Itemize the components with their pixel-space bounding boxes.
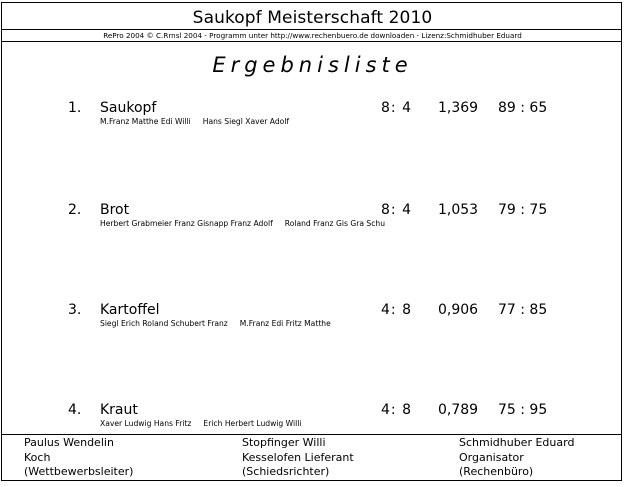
signature-block-leader — [24, 436, 133, 480]
license-line: RePro 2004 © C.Rrnsl 2004 - Programm unter http://www.rechenbuero.de downloaden - Lizenz:Schmidhuber Eduard — [103, 31, 522, 40]
team-name: Brot — [100, 202, 130, 218]
quotient: 0,906 — [438, 302, 479, 318]
official-name: Schmidhuber Eduard — [459, 436, 575, 449]
signature-block-referee — [242, 436, 354, 480]
rank: 3. — [68, 302, 82, 318]
quotient: 0,789 — [438, 402, 479, 418]
official-name: Paulus Wendelin — [24, 436, 114, 449]
player-group-a: Herbert Grabmeier Franz Gisnapp Franz Adolf — [100, 219, 273, 228]
page-title: Saukopf Meisterschaft 2010 — [192, 8, 433, 28]
result-entry-2 — [2, 202, 623, 236]
team-players — [100, 219, 385, 228]
official-occupation: Koch — [24, 450, 51, 464]
license-divider — [2, 41, 621, 42]
score: 75 : 95 — [498, 402, 548, 418]
signature-block-organizer — [459, 436, 574, 480]
player-group-b: Roland Franz Gis Gra Schu — [284, 219, 386, 228]
result-entry-3 — [2, 302, 623, 336]
official-role: (Schiedsrichter) — [242, 465, 330, 478]
result-entry-1 — [2, 100, 623, 134]
official-occupation: Kesselofen Lieferant — [242, 450, 354, 464]
rank: 1. — [68, 100, 82, 116]
official-name: Stopfinger Willi — [242, 436, 326, 449]
results-heading: Ergebnisliste — [212, 53, 413, 77]
footer-divider — [2, 434, 621, 435]
quotient: 1,053 — [438, 202, 479, 218]
player-group-a: Siegl Erich Roland Schubert Franz — [100, 319, 228, 328]
result-entry-4 — [2, 402, 623, 436]
points: 8: 4 — [381, 202, 412, 218]
points: 4: 8 — [381, 402, 412, 418]
player-group-b: Erich Herbert Ludwig Willi — [203, 419, 302, 428]
title-divider — [2, 29, 621, 30]
team-name: Kraut — [100, 402, 138, 418]
player-group-a: Xaver Ludwig Hans Fritz — [100, 419, 192, 428]
official-occupation: Organisator — [459, 450, 524, 464]
points: 8: 4 — [381, 100, 412, 116]
team-players — [100, 419, 301, 428]
points: 4: 8 — [381, 302, 412, 318]
team-players — [100, 117, 289, 126]
player-group-a: M.Franz Matthe Edi Willi — [100, 117, 191, 126]
official-role: (Wettbewerbsleiter) — [24, 465, 134, 478]
team-name: Saukopf — [100, 100, 157, 116]
team-name: Kartoffel — [100, 302, 160, 318]
score: 89 : 65 — [498, 100, 548, 116]
player-group-b: Hans Siegl Xaver Adolf — [202, 117, 290, 126]
quotient: 1,369 — [438, 100, 479, 116]
score: 77 : 85 — [498, 302, 548, 318]
rank: 4. — [68, 402, 82, 418]
page-frame — [1, 2, 622, 481]
player-group-b: M.Franz Edi Fritz Matthe — [239, 319, 331, 328]
official-role: (Rechenbüro) — [459, 465, 534, 478]
team-players — [100, 319, 331, 328]
rank: 2. — [68, 202, 82, 218]
score: 79 : 75 — [498, 202, 548, 218]
